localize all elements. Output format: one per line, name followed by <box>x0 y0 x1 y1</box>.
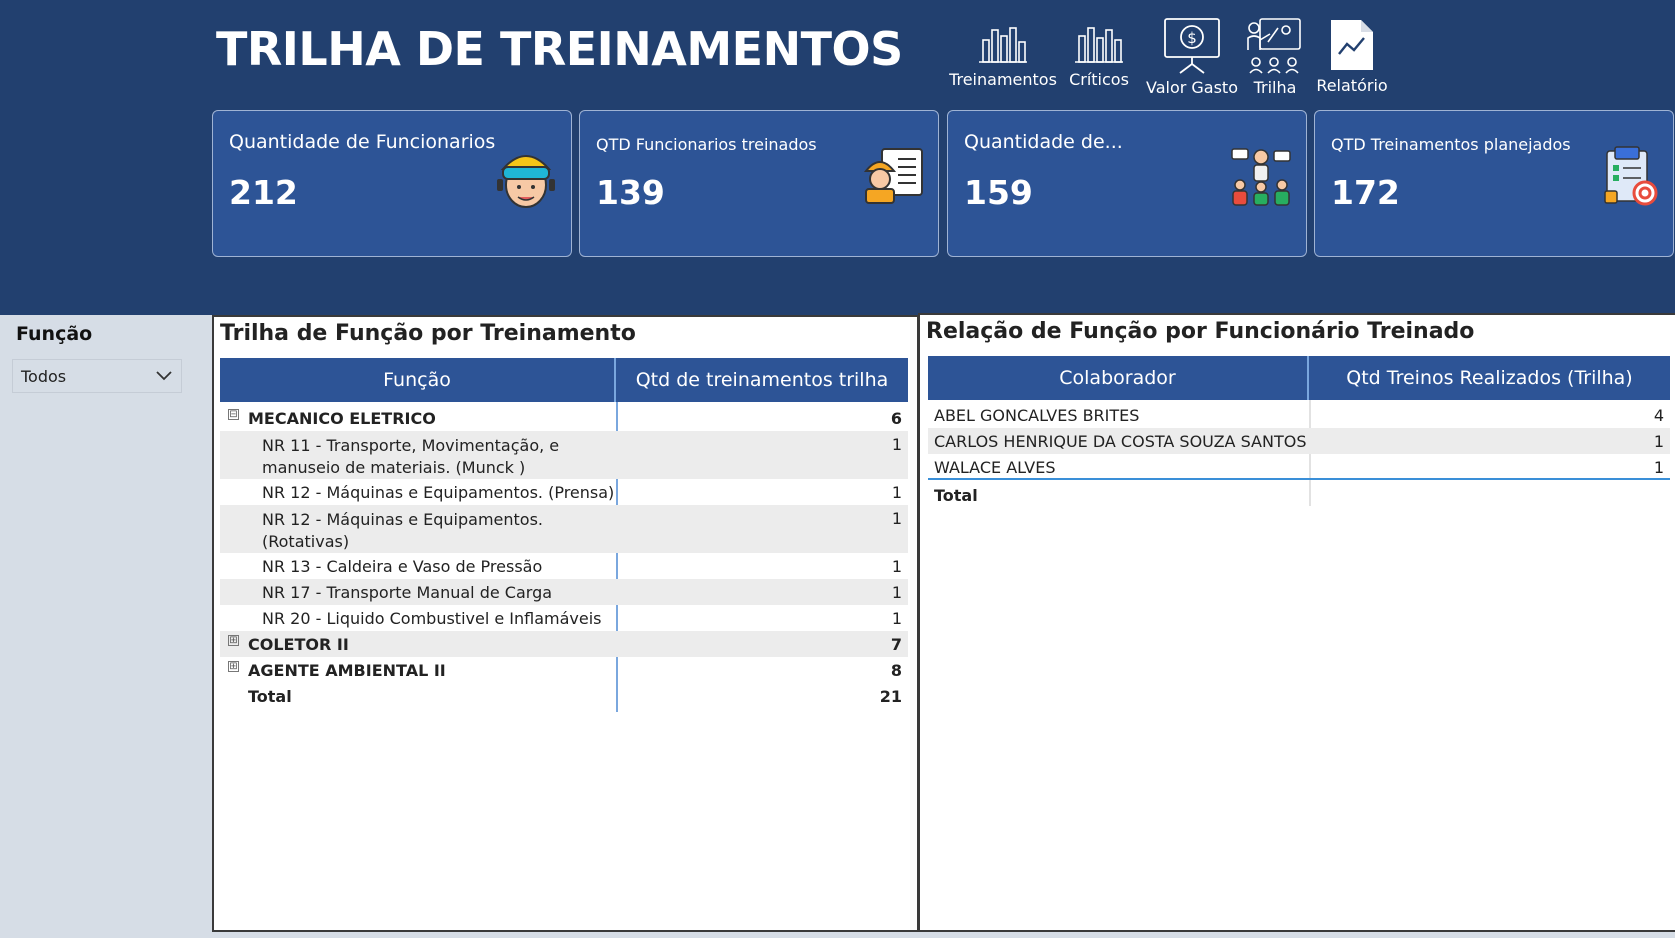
row-value: 1 <box>891 609 902 628</box>
row-label: NR 13 - Caldeira e Vaso de Pressão <box>262 557 543 576</box>
table-row[interactable] <box>220 553 908 579</box>
total-value: 21 <box>879 687 902 706</box>
row-label: NR 12 - Máquinas e Equipamentos. (Prensa) <box>262 483 615 502</box>
money-board-icon <box>1162 16 1222 74</box>
table-row[interactable] <box>928 402 1670 428</box>
expand-icon[interactable]: ⊞ <box>229 635 238 646</box>
table-row[interactable] <box>220 479 908 505</box>
column-header-colaborador[interactable]: Colaborador <box>928 356 1309 400</box>
table-header <box>220 358 908 402</box>
card-value: 172 <box>1331 173 1400 212</box>
nav-trilha[interactable] <box>1242 16 1308 97</box>
kpi-card-planejados[interactable] <box>1314 110 1674 257</box>
kpi-card-treinados[interactable] <box>579 110 939 257</box>
card-label: Quantidade de... <box>964 131 1123 153</box>
svg-text:$: $ <box>1187 29 1197 47</box>
worker-certificate-icon <box>862 145 924 205</box>
filter-pane <box>0 315 212 938</box>
chevron-down-icon <box>155 370 173 382</box>
nav-relatorio[interactable] <box>1312 18 1392 95</box>
row-label: ABEL GONCALVES BRITES <box>934 406 1140 425</box>
nav-label: Treinamentos <box>949 70 1057 89</box>
funcionario-treinado-panel <box>918 313 1675 932</box>
presentation-icon <box>1246 16 1304 74</box>
expand-icon[interactable]: ⊞ <box>229 661 238 672</box>
table-row[interactable] <box>928 428 1670 454</box>
column-header-qtd[interactable]: Qtd de treinamentos trilha <box>635 369 889 391</box>
total-label: Total <box>248 687 292 706</box>
trilha-funcao-panel <box>212 315 919 932</box>
row-label: NR 20 - Liquido Combustivel e Inflamáveis <box>262 609 602 628</box>
card-label: QTD Treinamentos planejados <box>1331 135 1571 154</box>
kpi-card-quantidade[interactable] <box>947 110 1307 257</box>
table-row[interactable] <box>928 454 1670 480</box>
row-label: AGENTE AMBIENTAL II <box>248 661 446 680</box>
card-label: Quantidade de Funcionarios <box>229 131 496 153</box>
nav-valor-gasto[interactable] <box>1144 16 1240 97</box>
header-banner <box>0 0 1675 315</box>
card-value: 159 <box>964 173 1033 212</box>
row-value: 7 <box>890 635 902 654</box>
bar-chart-icon <box>1072 18 1126 66</box>
nav-label: Críticos <box>1069 70 1129 89</box>
row-value: 6 <box>890 409 902 428</box>
row-value: 8 <box>890 661 902 680</box>
report-icon <box>1329 18 1375 72</box>
table-row[interactable] <box>220 657 908 683</box>
total-value <box>1309 482 1670 508</box>
row-value: 1 <box>891 483 902 502</box>
page-title: TRILHA DE TREINAMENTOS <box>216 22 903 76</box>
worker-helmet-icon <box>495 145 557 211</box>
total-label: Total <box>934 486 978 505</box>
nav-criticos[interactable] <box>1063 18 1135 89</box>
row-label: NR 11 - Transporte, Movimentação, e manuseio de materiais. (Munck ) <box>262 436 560 477</box>
plan-clipboard-icon <box>1601 145 1659 207</box>
card-value: 212 <box>229 173 298 212</box>
nav-label: Trilha <box>1253 78 1297 97</box>
card-value: 139 <box>596 173 665 212</box>
slicer-title: Função <box>16 323 93 345</box>
row-value: 1 <box>1653 458 1664 477</box>
kpi-card-funcionarios[interactable] <box>212 110 572 257</box>
row-value: 4 <box>1653 406 1664 425</box>
table-row[interactable] <box>220 431 908 479</box>
table-row[interactable] <box>220 405 908 431</box>
total-row <box>220 683 908 709</box>
total-row <box>928 482 1670 508</box>
nav-label: Relatório <box>1316 76 1388 95</box>
row-value: 1 <box>891 557 902 576</box>
panel-title: Trilha de Função por Treinamento <box>220 321 636 346</box>
bar-chart-icon <box>976 18 1030 66</box>
column-header-funcao[interactable]: Função <box>220 358 616 402</box>
row-label: NR 17 - Transporte Manual de Carga <box>262 583 553 602</box>
trainer-audience-icon <box>1230 145 1292 207</box>
table-row[interactable] <box>220 605 908 631</box>
row-value: 1 <box>891 509 902 528</box>
row-value: 1 <box>1653 432 1664 451</box>
panel-title: Relação de Função por Funcionário Treinado <box>926 319 1475 344</box>
row-label: COLETOR II <box>248 635 349 654</box>
table-row[interactable] <box>220 505 908 553</box>
nav-treinamentos[interactable] <box>948 18 1058 89</box>
row-label: MECANICO ELETRICO <box>248 409 436 428</box>
table-header <box>928 356 1670 400</box>
column-header-qtd-treinos[interactable]: Qtd Treinos Realizados (Trilha) <box>1346 367 1633 389</box>
row-label: NR 12 - Máquinas e Equipamentos. (Rotativas) <box>262 510 543 551</box>
card-label: QTD Funcionarios treinados <box>596 135 817 154</box>
collapse-icon[interactable]: ⊟ <box>229 409 238 420</box>
row-label: WALACE ALVES <box>934 458 1056 477</box>
row-label: CARLOS HENRIQUE DA COSTA SOUZA SANTOS <box>934 432 1307 451</box>
dropdown-value: Todos <box>21 366 67 386</box>
table-row[interactable] <box>220 579 908 605</box>
row-value: 1 <box>891 583 902 602</box>
nav-label: Valor Gasto <box>1145 78 1238 97</box>
funcao-dropdown[interactable] <box>12 359 182 393</box>
row-value: 1 <box>891 435 902 454</box>
table-row[interactable] <box>220 631 908 657</box>
